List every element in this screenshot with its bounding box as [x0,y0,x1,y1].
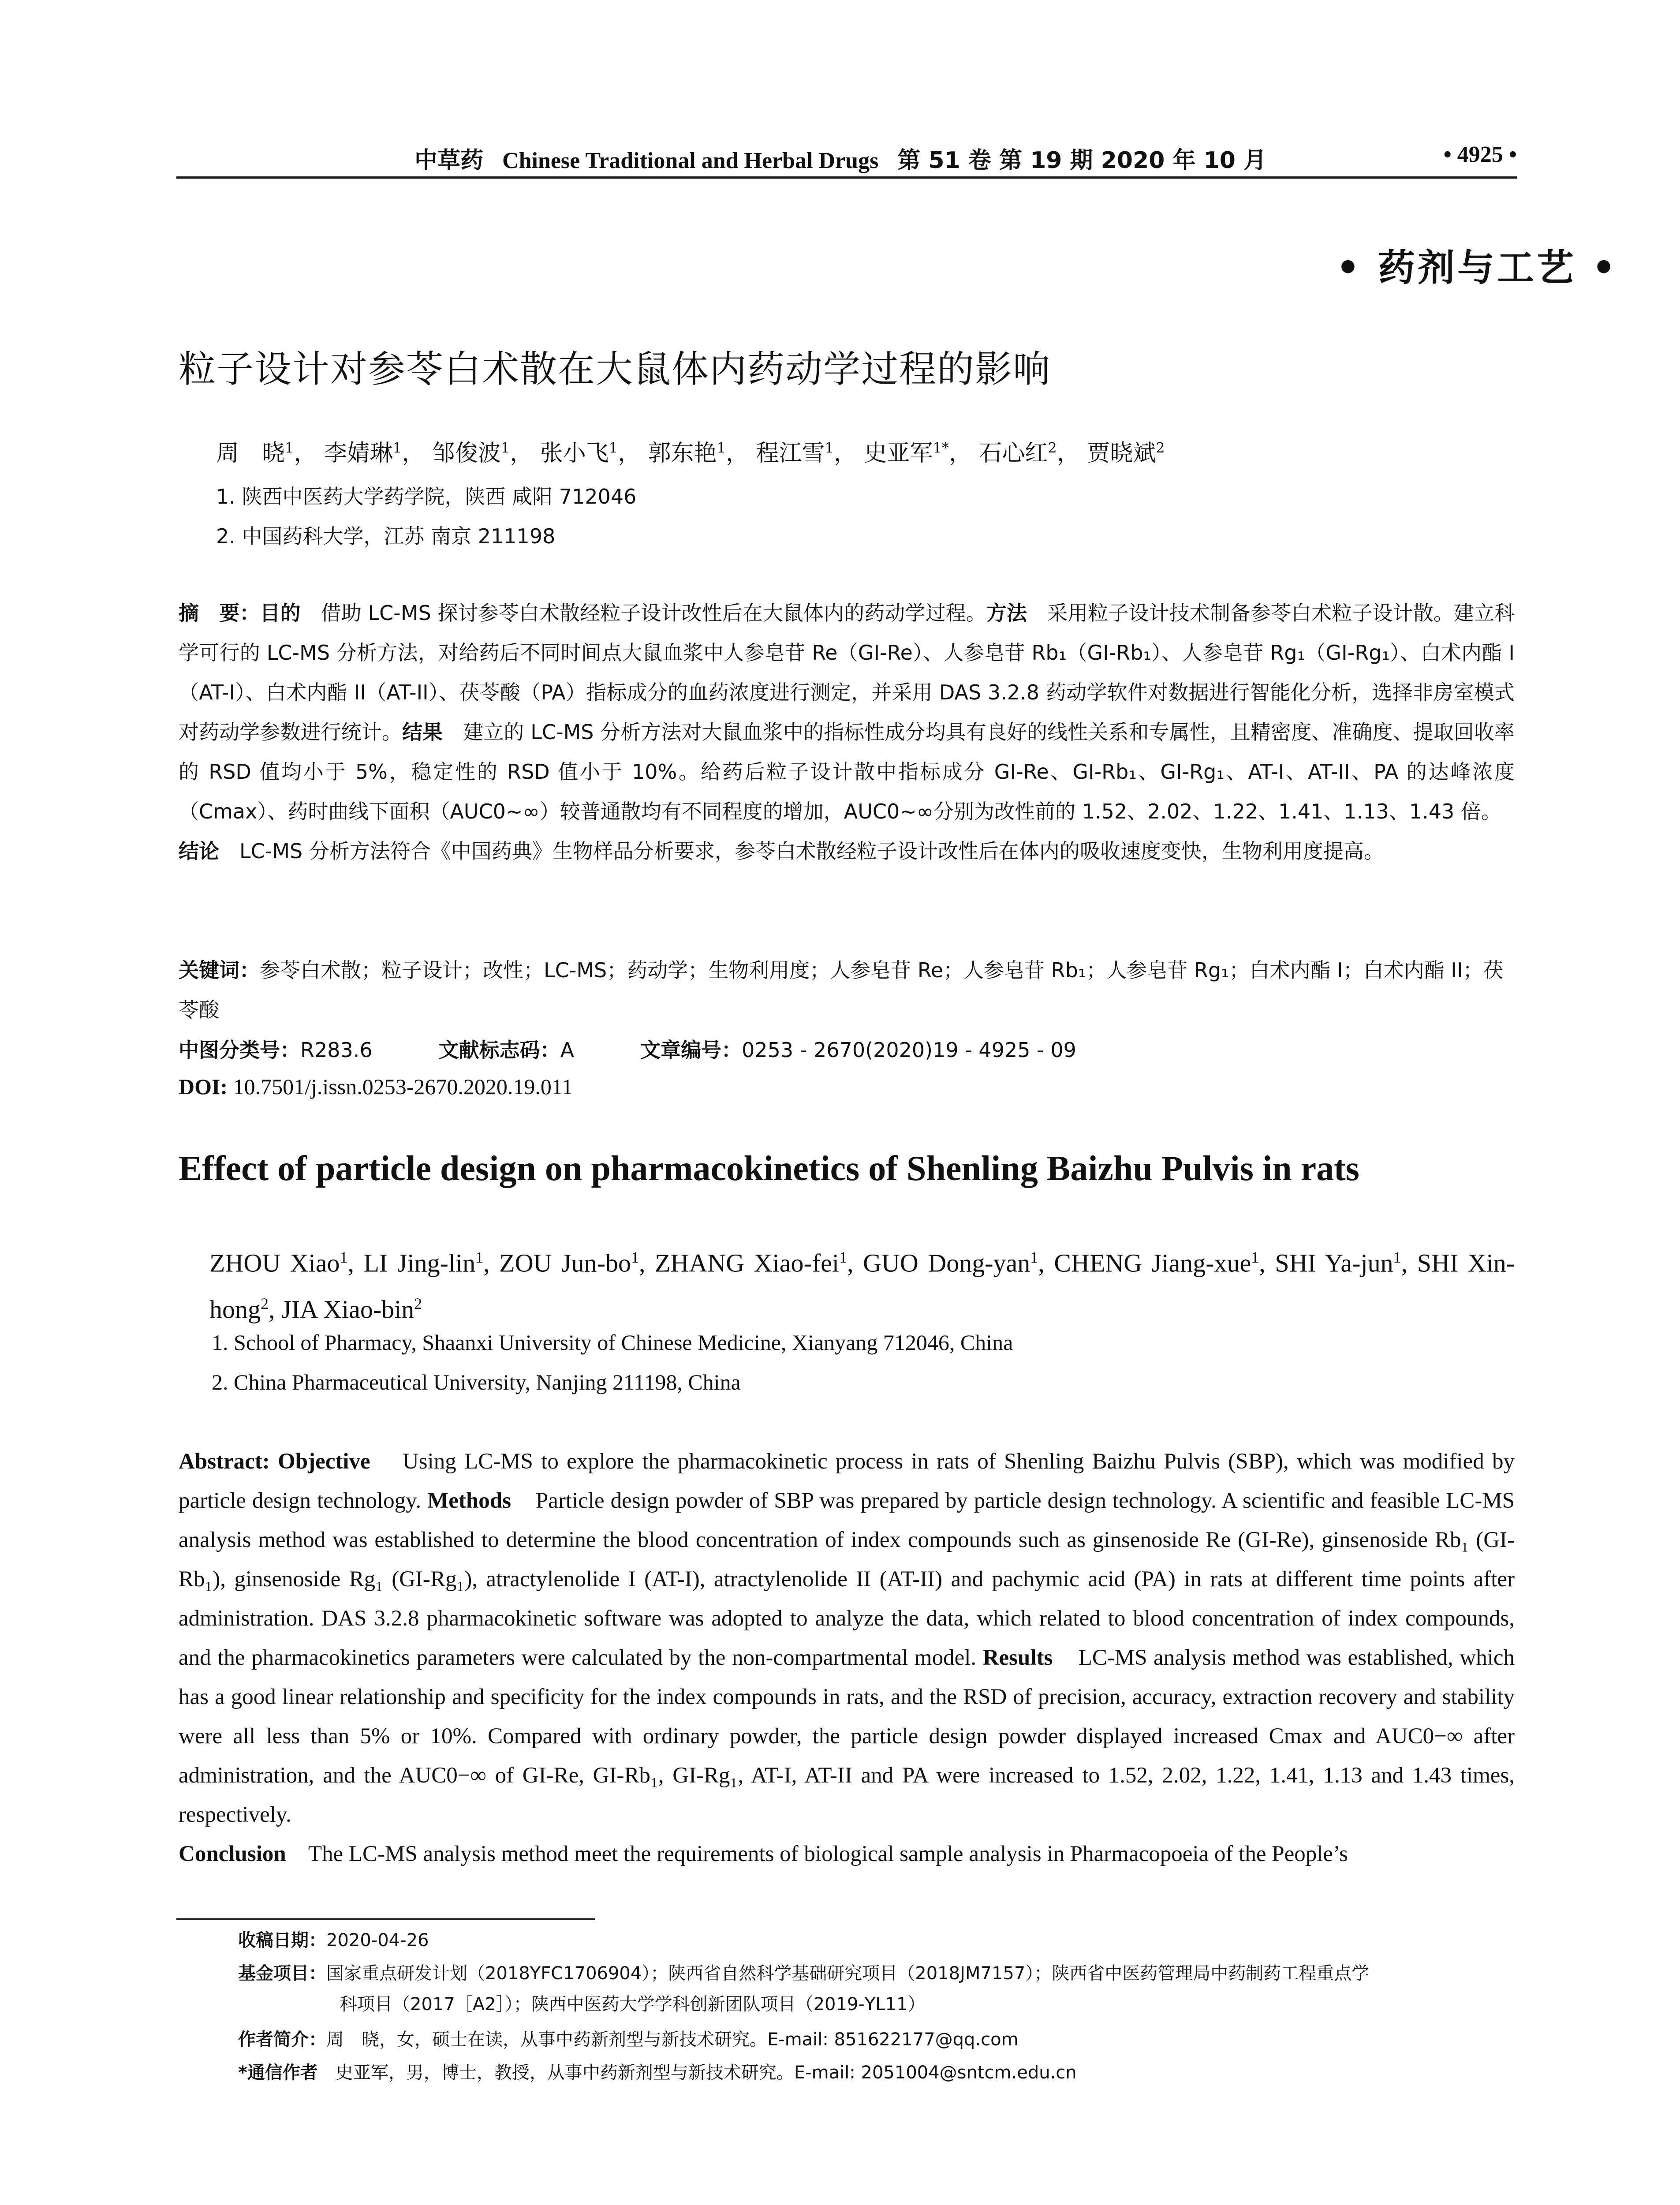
authors-en: ZHOU Xiao$^1$, LI Jing-lin$^1$, ZOU Jun-$bo^1$, ZHANG Xiao-fei$^1$, GUO Dong-yan$^1$, CHENG Jiang-xue$^1$, SHI Ya-jun$^1$, SHI Xin-hong$^2$, JIA Xiao-bin$^2$ [209,1248,1515,1324]
abstract-en [179,1442,1515,1874]
author-aff: 1 [475,1248,484,1266]
keywords-cn [179,950,1515,1030]
conclusion-text-cn: LC-MS 分析方法符合《中国药典》生物样品分析要求，参苓白术散经粒子设计改性后在体内的吸收速度变快，生物利用度提高。 [239,839,1384,863]
author-cn: 程江雪 [756,440,825,467]
author-en: ZOU Jun-bo [499,1248,631,1278]
results-label-en: Results [982,1645,1053,1670]
header-rule [176,176,1517,179]
author-aff: 1 [500,439,510,456]
methods-text-cn: 采用粒子设计技术制备参苓白术粒子设计散。建立科学可行的 LC-MS 分析方法，对给药后不同时间点大鼠血浆中人参皂苷 Re（GI-Re）、人参皂苷 Rb₁（GI-Rb₁）、人参皂苷 Rg₁（GI-Rg₁）、白术内酯 I（AT-I）、白术内酯 II（AT-II）、茯苓酸（PA）指标成分的血药浓度进行测定，并采用 DAS 3.2.8 药动学软件对数据进行智能化分析，选择非房室模式对药动学参数进行统计。 [179,601,1515,744]
author-aff: 2 [414,1295,422,1313]
section-label: • 药剂与工艺 • [1336,246,1618,289]
methods-label-en: Methods [427,1488,511,1513]
author-en: ZHANG Xiao-fei [655,1248,839,1278]
conclusion-label-cn: 结论 [179,839,219,863]
author-aff: 1 [839,1248,847,1266]
footnote-rule [176,1918,595,1920]
author-aff: 1 [609,439,618,456]
conclusion-label-en: Conclusion [179,1842,286,1866]
bio-text: 周 晓，女，硕士在读，从事中药新剂型与新技术研究。E-mail: 851622177@qq.com [326,2029,1019,2050]
objective-text-en: Using LC-MS to explore the pharmacokinetic process in rats of Shenling Baizhu Pulvis (SBP), which was modified by particle design technology. [179,1449,1515,1513]
corr-text: 史亚军，男，博士，教授，从事中药新剂型与新技术研究。E-mail: 2051004@sntcm.edu.cn [317,2063,1077,2083]
conclusion-text-en: The LC-MS analysis method meet the requirements of biological sample analysis in Pharmacopoeia of the People’s [308,1842,1348,1866]
clc-value: R283.6 [300,1038,373,1062]
methods-label-cn: 方法 [986,601,1027,625]
article-no-value: 0253 - 2670(2020)19 - 4925 - 09 [742,1038,1076,1062]
author-aff: 1 [1393,1248,1401,1266]
journal-name-cn: 中草药 [414,147,484,174]
author-en: SHI Ya-jun [1275,1248,1393,1278]
author-cn: 石心红 [979,440,1048,467]
issue-info: 第 51 卷 第 19 期 2020 年 10 月 [897,147,1267,174]
author-cn: 邹俊波 [432,440,501,467]
author-aff: 1 [392,439,402,456]
author-cn: 郭东艳 [648,440,717,467]
title-en: Effect of particle design on pharmacokinetics of Shenling Baizhu Pulvis in rats [179,1149,1359,1188]
results-text-cn: 建立的 LC-MS 分析方法对大鼠血浆中的指标性成分均具有良好的线性关系和专属性，且精密度、准确度、提取回收率的 RSD 值均小于 5%，稳定性的 RSD 值小于 10%。给药后粒子设计散中指标成分 GI-Re、GI-Rb₁、GI-Rg₁、AT-I、AT-II、PA 的达峰浓度（Cmax）、药时曲线下面积（AUC0~∞）较普通散均有不同程度的增加，AUC0~∞分别为改性前的 1.52、2.02、1.22、1.41、1.13、1.43 倍。 [179,720,1515,823]
doi-label: DOI: [179,1074,228,1099]
methods-text-en: Particle design powder of SBP was prepared by particle design technology. A scientific and feasible LC-MS analysis method was established to determine the blood concentration of index compounds such as ginsenoside Re (GI-Re), ginsenoside Rb₁ (GI-Rb₁), ginsenoside Rg₁ (GI-Rg₁), atractylenolide I (AT-I), atractylenolide II (AT-II) and pachymic acid (PA) in rats at different time points after administration. DAS 3.2.8 pharmacokinetic software was adopted to analyze the data, which related to blood concentration of index compounds, and the pharmacokinetics parameters were calculated by the non-compartmental model. [179,1488,1515,1670]
page-number: • 4925 • [1443,142,1517,167]
author-en: CHENG Jiang-xue [1054,1248,1251,1278]
author-en: JIA Xiao-bin [281,1295,414,1324]
keywords-text-cn: 参苓白术散；粒子设计；改性；LC-MS；药动学；生物利用度；人参皂苷 Re；人参皂苷 Rb₁；人参皂苷 Rg₁；白术内酯 I；白术内酯 II；茯苓酸 [179,958,1504,1022]
running-head-center [414,142,1266,175]
author-en: LI Jing-lin [363,1248,476,1278]
author-aff: 1* [933,439,949,456]
clc-label: 中图分类号： [179,1038,300,1062]
objective-text-cn: 借助 LC-MS 探讨参苓白术散经粒子设计改性后在大鼠体内的药动学过程。 [321,601,986,625]
keywords-label-cn: 关键词： [179,958,260,982]
footnote-correspondence [238,2057,1517,2088]
authors-cn: 周 晓$^1$， 李婧琳$^1$， 邹俊波$^1$， 张小飞$^1$， 郭东艳$^1$， 程江雪$^1$， 史亚军$^{1*}$， 石心红$^2$， 贾晓斌$^2$ [216,439,1165,467]
author-aff: 2 [1156,439,1165,456]
author-aff: 2 [1048,439,1057,456]
author-aff: 1 [285,439,294,456]
author-cn: 张小飞 [540,440,609,467]
abstract-label-cn: 摘 要： [179,601,260,625]
author-cn: 史亚军 [864,440,933,467]
results-text-en: LC-MS analysis method was established, which has a good linear relationship and specificity for the index compounds in rats, and the RSD of precision, accuracy, extraction recovery and stability were all less than 5% or 10%. Compared with ordinary powder, the particle design powder displayed increased Cmax and AUC0−∞ after administration, and the AUC0−∞ of GI-Re, GI-Rb₁, GI-Rg₁, AT-I, AT-II and PA were increased to 1.52, 2.02, 1.22, 1.41, 1.13 and 1.43 times, respectively. [179,1645,1515,1827]
footnote-fund [238,1958,1517,2020]
author-en: SHI Xin-hong [209,1248,1515,1324]
journal-name-en: Chinese Traditional and Herbal Drugs [502,148,879,173]
fund-line-1: 国家重点研发计划（2018YFC1706904）；陕西省自然科学基础研究项目（2018JM7157）；陕西省中医药管理局中药制药工程重点学 [326,1963,1370,1984]
author-aff: 2 [261,1295,269,1313]
doi-value[interactable]: 10.7501/j.issn.0253-2670.2020.19.011 [228,1074,573,1099]
author-en: ZHOU Xiao [209,1248,340,1278]
doc-code-label: 文献标志码： [438,1038,560,1062]
corr-label: *通信作者 [238,2063,318,2083]
affiliation-en: 1. School of Pharmacy, Shaanxi University of Chinese Medicine, Xianyang 712046, China [212,1330,1013,1355]
author-aff: 1 [340,1248,348,1266]
received-date: 2020-04-26 [326,1930,429,1951]
author-cn: 贾晓斌 [1087,440,1156,467]
title-cn: 粒子设计对参苓白术散在大鼠体内药动学过程的影响 [179,348,1051,391]
doc-code-value: A [560,1038,575,1062]
author-cn: 周 晓 [216,440,285,467]
footnote-received [238,1925,1517,1956]
fund-line-2: 科项目（2017［A2］）；陕西中医药大学学科创新团队项目（2019-YL11） [340,1994,926,2014]
objective-label-en: Objective [278,1449,370,1474]
objective-label-cn: 目的 [260,601,301,625]
affiliation-cn: 2. 中国药科大学，江苏 南京 211198 [216,524,556,548]
author-aff: 1 [717,439,726,456]
author-cn: 李婧琳 [324,440,393,467]
abstract-cn [179,593,1515,871]
author-en: GUO Dong-yan [863,1248,1030,1278]
author-aff: 1 [631,1248,639,1266]
received-label: 收稿日期： [238,1930,326,1951]
running-head [176,139,1517,174]
doi-line [179,1074,573,1099]
author-aff: 1 [1030,1248,1038,1266]
classification-line [179,1034,1076,1063]
author-aff: 1 [825,439,834,456]
author-aff: 1 [1251,1248,1259,1266]
fund-label: 基金项目： [238,1963,326,1984]
bio-label: 作者简介： [238,2029,326,2050]
abstract-label-en: Abstract: [179,1449,278,1474]
article-no-label: 文章编号： [640,1038,742,1062]
results-label-cn: 结果 [402,720,443,744]
affiliation-cn: 1. 陕西中医药大学药学院，陕西 咸阳 712046 [216,485,637,508]
affiliation-en: 2. China Pharmaceutical University, Nanjing 211198, China [212,1370,741,1394]
footnote-bio [238,2024,1517,2055]
